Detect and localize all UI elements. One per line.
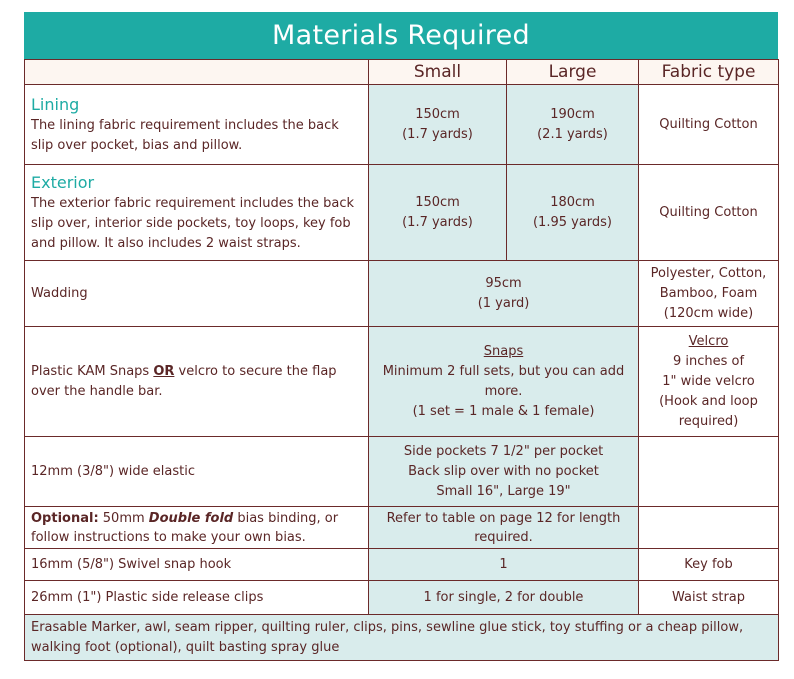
bias-fabric-empty [639, 507, 779, 549]
clips-fabric: Waist strap [639, 581, 779, 615]
velcro-line-2: 1" wide velcro [662, 373, 755, 389]
table-row-elastic [25, 437, 779, 507]
lining-small-yards: (1.7 yards) [402, 126, 473, 142]
velcro-title: Velcro [688, 333, 729, 349]
wadding-fabric-cell [639, 261, 779, 327]
elastic-fabric-empty [639, 437, 779, 507]
table-header-row [25, 60, 779, 85]
lining-large-yards: (2.1 yards) [537, 126, 608, 142]
wadding-fabric-line-2: Bamboo, Foam [659, 285, 758, 301]
lining-title: Lining [31, 94, 80, 114]
lining-large-cell [507, 85, 639, 165]
exterior-large-cell [507, 165, 639, 261]
notions-list: Erasable Marker, awl, seam ripper, quilting ruler, clips, pins, sewline glue stick, toy stuffing or a cheap pillow, walking foot (optional), quilt basting spray glue [25, 615, 779, 661]
velcro-cell [639, 327, 779, 437]
snap-hook-label: 16mm (5/8") Swivel snap hook [25, 549, 369, 581]
wadding-label: Wadding [25, 261, 369, 327]
snaps-description [25, 327, 369, 437]
exterior-large-cm: 180cm [550, 194, 595, 210]
table-row-wadding [25, 261, 779, 327]
wadding-amount-cell [369, 261, 639, 327]
elastic-amount-cell [369, 437, 639, 507]
lining-small-cell [369, 85, 507, 165]
exterior-description: The exterior fabric requirement includes the back slip over, interior side pockets, toy loops, key fob and pillow. It also includes 2 waist straps. [31, 195, 355, 251]
table-row-notions [25, 615, 779, 661]
wadding-amount-yards: (1 yard) [477, 295, 530, 311]
exterior-title: Exterior [31, 172, 95, 192]
exterior-description-cell [25, 165, 369, 261]
elastic-line-1: Side pockets 7 1/2" per pocket [403, 443, 604, 459]
header-large: Large [507, 60, 639, 85]
table-row-exterior [25, 165, 779, 261]
page-title: Materials Required [24, 12, 778, 59]
clips-amount: 1 for single, 2 for double [369, 581, 639, 615]
bias-amount: Refer to table on page 12 for length required. [369, 507, 639, 549]
bias-description [25, 507, 369, 549]
lining-large-cm: 190cm [550, 106, 595, 122]
lining-fabric-type: Quilting Cotton [639, 85, 779, 165]
bias-desc-part-a: 50mm [98, 510, 149, 526]
lining-description: The lining fabric requirement includes the back slip over pocket, bias and pillow. [31, 117, 339, 153]
clips-label: 26mm (1") Plastic side release clips [25, 581, 369, 615]
table-row-snaps [25, 327, 779, 437]
bias-double-fold: Double fold [148, 510, 234, 526]
velcro-line-4: required) [678, 413, 739, 429]
exterior-small-yards: (1.7 yards) [402, 214, 473, 230]
materials-card [24, 12, 778, 661]
exterior-small-cm: 150cm [415, 194, 460, 210]
snaps-line-2: (1 set = 1 male & 1 female) [412, 403, 595, 419]
bias-optional-label: Optional: [31, 510, 99, 526]
wadding-fabric-line-1: Polyester, Cotton, [650, 265, 767, 281]
bias-desc-part-b: bias binding, or follow instructions to make your own bias. [31, 510, 339, 545]
exterior-small-cell [369, 165, 507, 261]
table-row-clips [25, 581, 779, 615]
velcro-line-3: (Hook and loop [659, 393, 758, 409]
exterior-fabric-type: Quilting Cotton [639, 165, 779, 261]
velcro-line-1: 9 inches of [672, 353, 745, 369]
snaps-line-1: Minimum 2 full sets, but you can add more. [382, 363, 625, 399]
header-fabric-type: Fabric type [639, 60, 779, 85]
header-small: Small [369, 60, 507, 85]
wadding-amount-cm: 95cm [485, 275, 522, 291]
lining-small-cm: 150cm [415, 106, 460, 122]
snaps-title: Snaps [483, 343, 524, 359]
snaps-desc-part-b: velcro to secure the flap over the handle bar. [31, 363, 337, 399]
lining-description-cell [25, 85, 369, 165]
snap-hook-fabric: Key fob [639, 549, 779, 581]
snaps-desc-or: OR [153, 363, 175, 379]
elastic-line-3: Small 16", Large 19" [436, 483, 571, 499]
exterior-large-yards: (1.95 yards) [532, 214, 613, 230]
snaps-amount-cell [369, 327, 639, 437]
wadding-fabric-line-3: (120cm wide) [663, 305, 754, 321]
header-blank [25, 60, 369, 85]
snaps-desc-part-a: Plastic KAM Snaps [31, 363, 154, 379]
table-row-snap-hook [25, 549, 779, 581]
table-row-lining [25, 85, 779, 165]
table-row-bias [25, 507, 779, 549]
snap-hook-amount: 1 [369, 549, 639, 581]
elastic-line-2: Back slip over with no pocket [408, 463, 599, 479]
elastic-label: 12mm (3/8") wide elastic [25, 437, 369, 507]
materials-table [24, 59, 779, 661]
